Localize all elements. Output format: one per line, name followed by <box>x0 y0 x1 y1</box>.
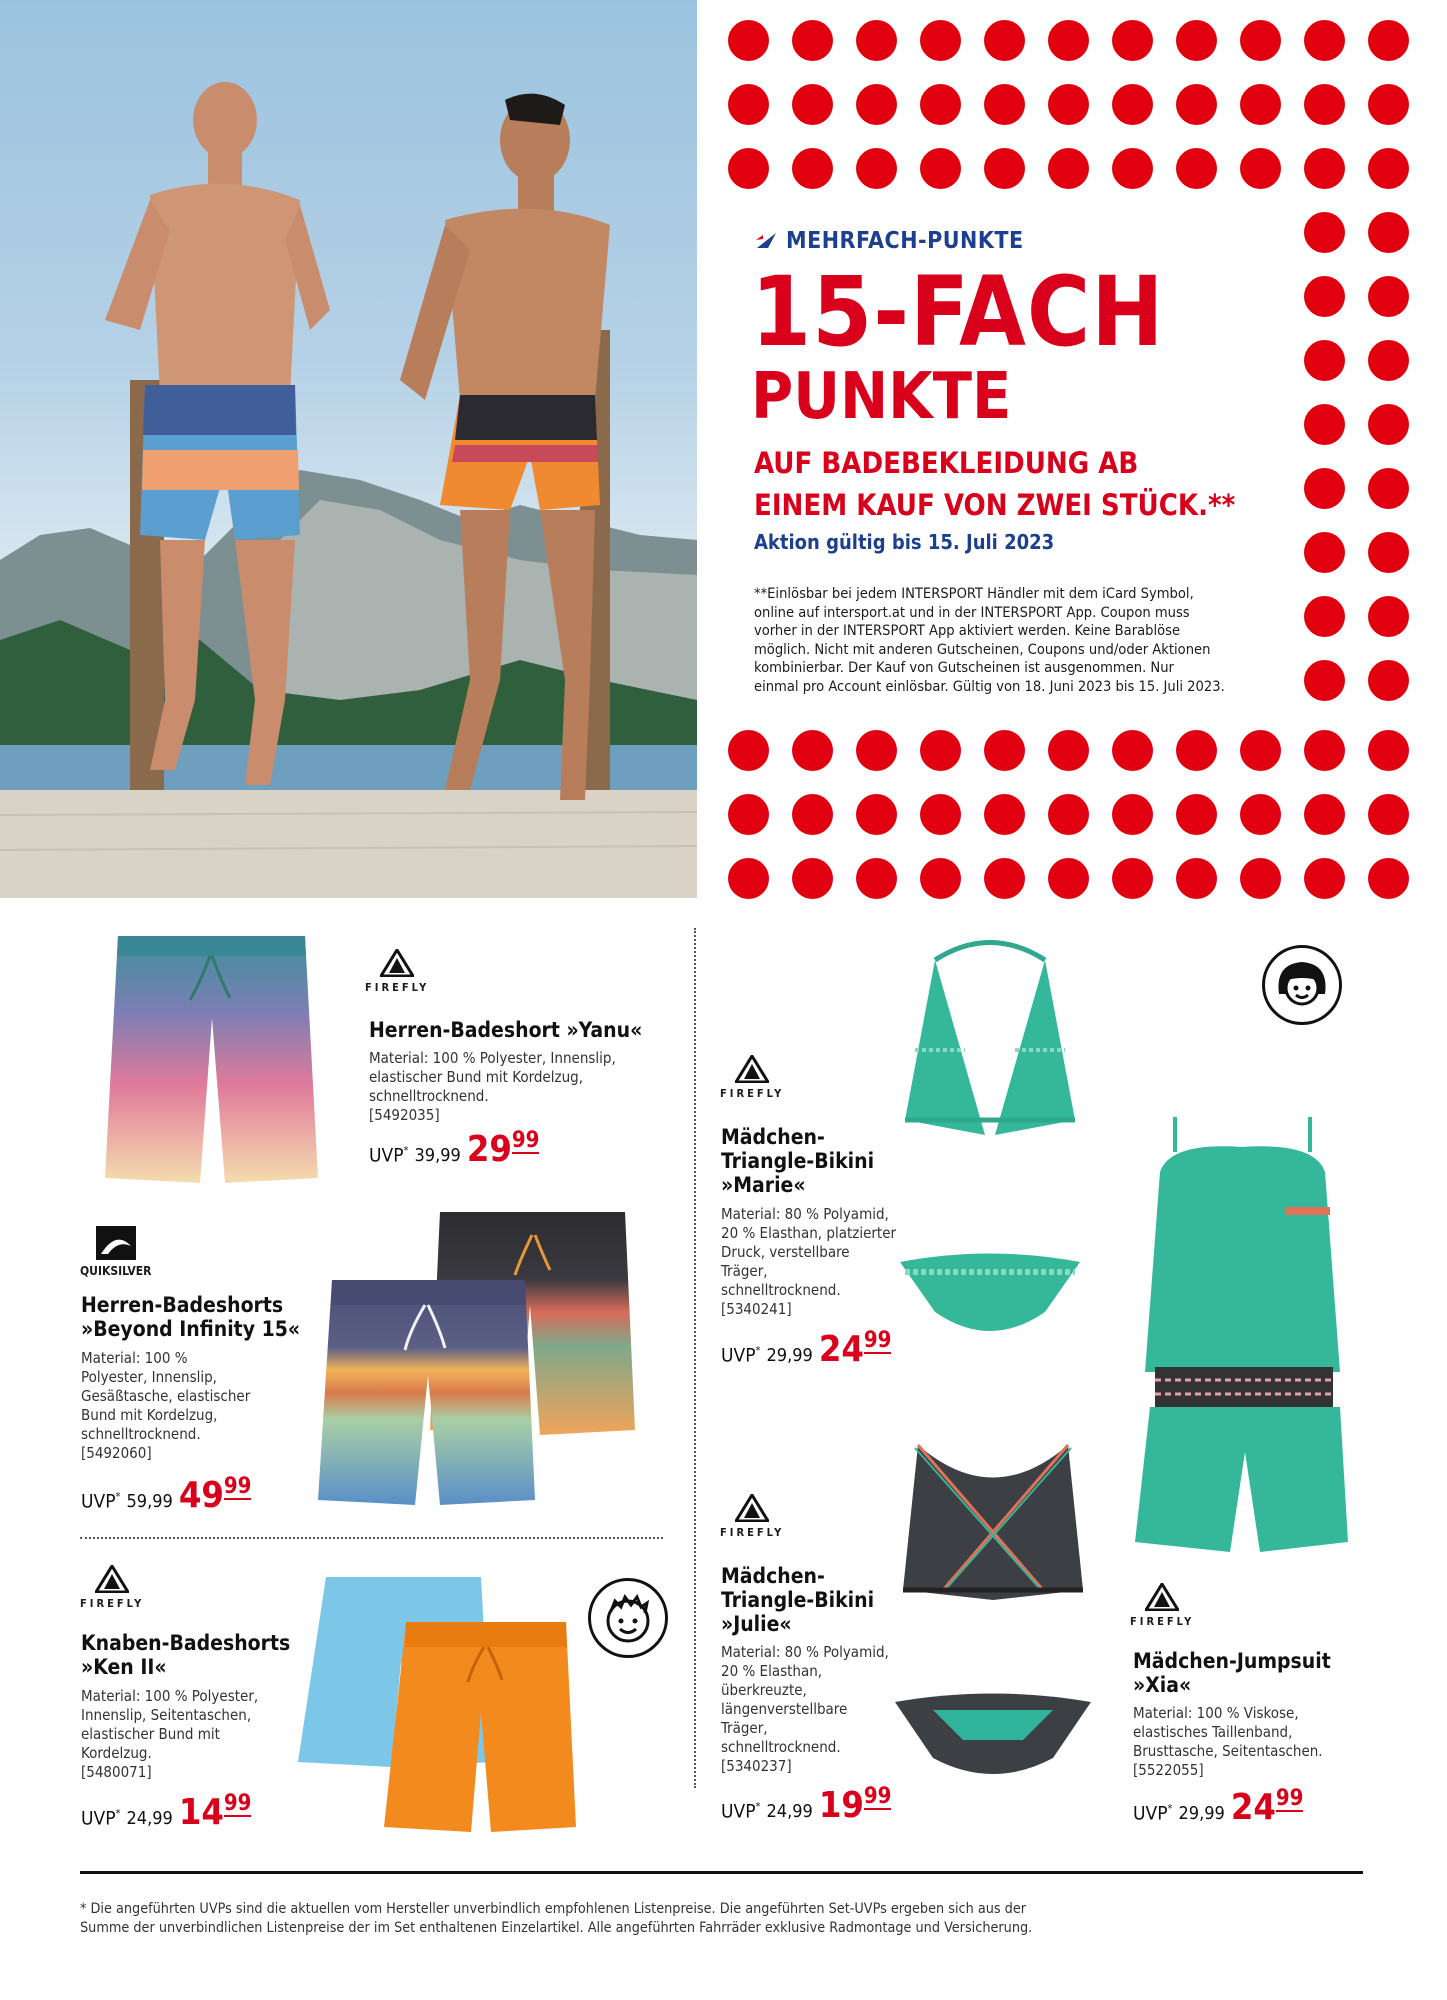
fine-line: kombinierbar. Der Kauf von Gutscheinen ist ausgenommen. Nur <box>754 659 1174 676</box>
new-price-dec: 99 <box>223 1791 252 1816</box>
red-dot <box>792 84 833 125</box>
red-dot <box>1112 858 1153 899</box>
red-dot <box>1112 84 1153 125</box>
red-dot <box>984 20 1025 61</box>
brand-name: FIREFLY <box>80 1597 145 1610</box>
firefly-logo-icon <box>735 1494 769 1522</box>
brand-logo-beyond <box>80 1226 151 1278</box>
product-desc-julie <box>721 1643 889 1776</box>
mehrfach-punkte-badge <box>754 228 1024 254</box>
quiksilver-logo-icon <box>96 1226 136 1260</box>
desc-line: 20 % Elasthan, <box>721 1662 823 1680</box>
product-image-julie[interactable] <box>893 1440 1093 1805</box>
red-dot <box>856 794 897 835</box>
desc-line: überkreuzte, <box>721 1681 807 1699</box>
red-dot <box>728 858 769 899</box>
fine-line: **Einlösbar bei jedem INTERSPORT Händler mit dem iCard Symbol, <box>754 585 1194 602</box>
title-line: Triangle-Bikini <box>721 1588 875 1612</box>
red-dot <box>1240 858 1281 899</box>
red-dot <box>792 20 833 61</box>
red-dot <box>1304 404 1345 445</box>
red-dot <box>1304 794 1345 835</box>
promo-headline-punkte: PUNKTE <box>751 360 1012 434</box>
red-dot <box>1048 858 1089 899</box>
red-dot <box>1368 660 1409 701</box>
red-dot <box>1368 340 1409 381</box>
hero-photo <box>0 0 697 898</box>
brand-logo-marie <box>720 1055 784 1100</box>
price-julie <box>721 1784 892 1826</box>
title-line: Mädchen- <box>721 1564 825 1588</box>
red-dot <box>728 84 769 125</box>
desc-line: Bund mit Kordelzug, <box>81 1406 218 1424</box>
product-title-ken[interactable] <box>81 1631 290 1679</box>
uvp-label: UVP* <box>369 1143 409 1166</box>
red-dot <box>792 794 833 835</box>
red-dot <box>1112 20 1153 61</box>
old-price: 39,99 <box>414 1145 461 1166</box>
red-dot <box>984 794 1025 835</box>
red-dot <box>856 20 897 61</box>
desc-line: schnelltrocknend. <box>721 1738 841 1756</box>
footnote-line: * Die angeführten UVPs sind die aktuellen vom Hersteller unverbindlich empfohlenen Listenpreise. Die angeführten Set-UVPs ergeben sich aus der <box>80 1901 1027 1917</box>
product-desc-xia <box>1133 1704 1323 1780</box>
desc-line: Material: 80 % Polyamid, <box>721 1643 889 1661</box>
product-desc-ken <box>81 1687 258 1782</box>
firefly-logo-icon <box>735 1055 769 1083</box>
red-dot <box>1048 730 1089 771</box>
red-dot <box>984 84 1025 125</box>
red-dot <box>792 858 833 899</box>
title-line: »Ken II« <box>81 1655 167 1679</box>
desc-line: elastisches Taillenband, <box>1133 1723 1293 1741</box>
brand-name: FIREFLY <box>365 981 430 994</box>
title-line: »Marie« <box>721 1173 806 1197</box>
promo-headline: 15-FACH <box>751 256 1165 368</box>
product-image-yanu[interactable] <box>100 928 320 1190</box>
new-price-int: 14 <box>178 1792 224 1833</box>
red-dot <box>1368 212 1409 253</box>
desc-line: [5492060] <box>81 1444 152 1462</box>
old-price: 29,99 <box>1178 1803 1225 1824</box>
brand-logo-ken <box>80 1565 144 1610</box>
desc-line: Brusttasche, Seitentaschen. <box>1133 1742 1323 1760</box>
intersport-logo-icon <box>754 232 778 250</box>
brand-name: QUIKSILVER <box>80 1264 152 1278</box>
brand-logo-xia <box>1130 1583 1194 1628</box>
desc-line: Material: 100 % Polyester, Innenslip, <box>369 1049 616 1067</box>
red-dot <box>1176 858 1217 899</box>
red-dot <box>856 84 897 125</box>
red-dot <box>1112 794 1153 835</box>
title-line: Triangle-Bikini <box>721 1149 875 1173</box>
red-dot <box>984 148 1025 189</box>
red-dot <box>792 148 833 189</box>
product-desc-marie <box>721 1205 896 1319</box>
red-dot <box>728 730 769 771</box>
girl-icon <box>1262 945 1342 1025</box>
new-price-dec: 99 <box>863 1784 892 1809</box>
desc-line: elastischer Bund mit Kordelzug, <box>369 1068 583 1086</box>
red-dot <box>1048 148 1089 189</box>
red-dot <box>1304 340 1345 381</box>
desc-line: [5492035] <box>369 1106 440 1124</box>
red-dot <box>1368 404 1409 445</box>
desc-line: Material: 100 % <box>81 1349 188 1367</box>
desc-line: Polyester, Innenslip, <box>81 1368 217 1386</box>
row-divider <box>80 1537 663 1539</box>
beach-scene-illustration <box>0 0 697 898</box>
promo-subline-1: AUF BADEBEKLEIDUNG AB <box>754 446 1139 480</box>
new-price-int: 24 <box>1230 1787 1276 1828</box>
new-price-dec: 99 <box>1275 1786 1304 1811</box>
red-dot <box>1240 148 1281 189</box>
title-line: »Julie« <box>721 1612 792 1636</box>
red-dot <box>984 730 1025 771</box>
red-dot <box>1304 212 1345 253</box>
red-dot <box>728 20 769 61</box>
red-dot <box>1240 20 1281 61</box>
footnote-line: Summe der unverbindlichen Listenpreise der im Set enthaltenen Einzelartikel. Alle angeführten Fahrräder exklusive Radmontage und Versicherung. <box>80 1920 1033 1936</box>
red-dot <box>1304 532 1345 573</box>
desc-line: Druck, verstellbare <box>721 1243 850 1261</box>
red-dot <box>728 794 769 835</box>
red-dot <box>1176 730 1217 771</box>
red-dot <box>1176 794 1217 835</box>
new-price-dec: 99 <box>863 1328 892 1353</box>
red-dot <box>1112 148 1153 189</box>
red-dot <box>1368 468 1409 509</box>
desc-line: Innenslip, Seitentaschen, <box>81 1706 252 1724</box>
fine-line: möglich. Nicht mit anderen Gutscheinen, Coupons und/oder Aktionen <box>754 640 1211 658</box>
product-desc-beyond <box>81 1349 250 1463</box>
red-dot <box>920 730 961 771</box>
red-dot <box>1368 858 1409 899</box>
price-ken <box>81 1791 252 1833</box>
product-image-marie[interactable] <box>895 940 1085 1375</box>
desc-line: längenverstellbare <box>721 1700 848 1718</box>
fine-line: vorher in der INTERSPORT App aktiviert werden. Keine Barablöse <box>754 622 1181 639</box>
red-dot <box>920 84 961 125</box>
desc-line: [5340241] <box>721 1300 792 1318</box>
desc-line: Träger, <box>721 1262 768 1280</box>
firefly-logo-icon <box>380 949 414 977</box>
product-title-xia[interactable] <box>1133 1649 1331 1697</box>
desc-line: schnelltrocknend. <box>369 1087 489 1105</box>
red-dot <box>792 730 833 771</box>
product-desc-yanu <box>369 1049 616 1125</box>
desc-line: 20 % Elasthan, platzierter <box>721 1224 897 1242</box>
red-dot <box>1112 730 1153 771</box>
red-dot <box>1048 794 1089 835</box>
old-price: 29,99 <box>766 1345 813 1366</box>
red-dot <box>1304 468 1345 509</box>
red-dot <box>1304 660 1345 701</box>
new-price-int: 19 <box>818 1785 864 1826</box>
desc-line: Träger, <box>721 1719 768 1737</box>
red-dot <box>1176 20 1217 61</box>
red-dot <box>1048 84 1089 125</box>
red-dot <box>1048 20 1089 61</box>
red-dot <box>1368 532 1409 573</box>
product-title-beyond[interactable] <box>81 1293 300 1341</box>
old-price: 24,99 <box>766 1801 813 1822</box>
footer-rule <box>80 1871 1363 1874</box>
brand-logo-yanu <box>365 949 429 994</box>
desc-line: [5340237] <box>721 1757 792 1775</box>
red-dot <box>1304 730 1345 771</box>
column-divider <box>694 928 696 1788</box>
desc-line: [5480071] <box>81 1763 152 1781</box>
product-image-xia[interactable] <box>1130 1112 1360 1562</box>
price-xia <box>1133 1786 1304 1828</box>
brand-name: FIREFLY <box>720 1087 785 1100</box>
promo-validity: Aktion gültig bis 15. Juli 2023 <box>754 530 1055 554</box>
new-price-dec: 99 <box>511 1128 540 1153</box>
product-title-marie[interactable] <box>721 1125 874 1197</box>
red-dot <box>856 148 897 189</box>
uvp-label: UVP* <box>721 1799 761 1822</box>
footnote <box>80 1900 1032 1938</box>
product-image-beyond[interactable] <box>310 1210 640 1510</box>
fine-line: online auf intersport.at und in der INTERSPORT App. Coupon muss <box>754 603 1190 621</box>
red-dot <box>1304 596 1345 637</box>
title-line: Knaben-Badeshorts <box>81 1631 291 1655</box>
red-dot <box>1368 276 1409 317</box>
red-dot <box>920 20 961 61</box>
red-dot <box>856 730 897 771</box>
desc-line: Gesäßtasche, elastischer <box>81 1387 251 1405</box>
brand-name: FIREFLY <box>1130 1615 1195 1628</box>
red-dot <box>1368 794 1409 835</box>
red-dot <box>1368 84 1409 125</box>
red-dot <box>1304 148 1345 189</box>
desc-line: Material: 100 % Polyester, <box>81 1687 259 1705</box>
red-dot <box>1304 84 1345 125</box>
desc-line: elastischer Bund mit <box>81 1725 220 1743</box>
red-dot <box>1304 20 1345 61</box>
old-price: 24,99 <box>126 1808 173 1829</box>
red-dot <box>1368 20 1409 61</box>
red-dot <box>1240 794 1281 835</box>
red-dot <box>920 148 961 189</box>
brand-name: FIREFLY <box>720 1526 785 1539</box>
product-image-ken[interactable] <box>296 1572 576 1834</box>
desc-line: schnelltrocknend. <box>81 1425 201 1443</box>
red-dot <box>1368 148 1409 189</box>
badge-label: MEHRFACH-PUNKTE <box>786 228 1024 254</box>
title-line: »Xia« <box>1133 1673 1192 1697</box>
brand-logo-julie <box>720 1494 784 1539</box>
fine-line: einmal pro Account einlösbar. Gültig von 18. Juni 2023 bis 15. Juli 2023. <box>754 677 1225 695</box>
red-dot <box>1176 148 1217 189</box>
price-beyond <box>81 1474 252 1516</box>
red-dot <box>1176 84 1217 125</box>
title-line: Herren-Badeshorts <box>81 1293 284 1317</box>
promo-subline-2: EINEM KAUF VON ZWEI STÜCK.** <box>754 488 1236 522</box>
title-line: Mädchen-Jumpsuit <box>1133 1649 1331 1673</box>
new-price-dec: 99 <box>223 1474 252 1499</box>
boy-icon <box>588 1578 668 1658</box>
uvp-label: UVP* <box>81 1806 121 1829</box>
title-line: »Beyond Infinity 15« <box>81 1317 301 1341</box>
red-dot <box>920 858 961 899</box>
red-dot <box>1304 858 1345 899</box>
new-price-int: 24 <box>818 1329 864 1370</box>
firefly-logo-icon <box>95 1565 129 1593</box>
price-yanu <box>369 1128 540 1170</box>
desc-line: Material: 80 % Polyamid, <box>721 1205 889 1223</box>
product-title-yanu[interactable]: Herren-Badeshort »Yanu« <box>369 1018 643 1042</box>
red-dot <box>920 794 961 835</box>
red-dot <box>728 148 769 189</box>
desc-line: schnelltrocknend. <box>721 1281 841 1299</box>
red-dot <box>1240 84 1281 125</box>
desc-line: Material: 100 % Viskose, <box>1133 1704 1299 1722</box>
new-price-int: 29 <box>466 1129 512 1170</box>
promo-fine-print <box>754 585 1294 696</box>
red-dot <box>1368 596 1409 637</box>
price-marie <box>721 1328 892 1370</box>
uvp-label: UVP* <box>81 1489 121 1512</box>
desc-line: [5522055] <box>1133 1761 1204 1779</box>
red-dot <box>1368 730 1409 771</box>
desc-line: Kordelzug. <box>81 1744 152 1762</box>
product-title-julie[interactable] <box>721 1564 874 1636</box>
old-price: 59,99 <box>126 1491 173 1512</box>
new-price-int: 49 <box>178 1475 224 1516</box>
red-dot <box>1304 276 1345 317</box>
red-dot <box>984 858 1025 899</box>
uvp-label: UVP* <box>721 1343 761 1366</box>
firefly-logo-icon <box>1145 1583 1179 1611</box>
red-dot <box>1240 730 1281 771</box>
uvp-label: UVP* <box>1133 1801 1173 1824</box>
red-dot <box>856 858 897 899</box>
title-line: Mädchen- <box>721 1125 825 1149</box>
